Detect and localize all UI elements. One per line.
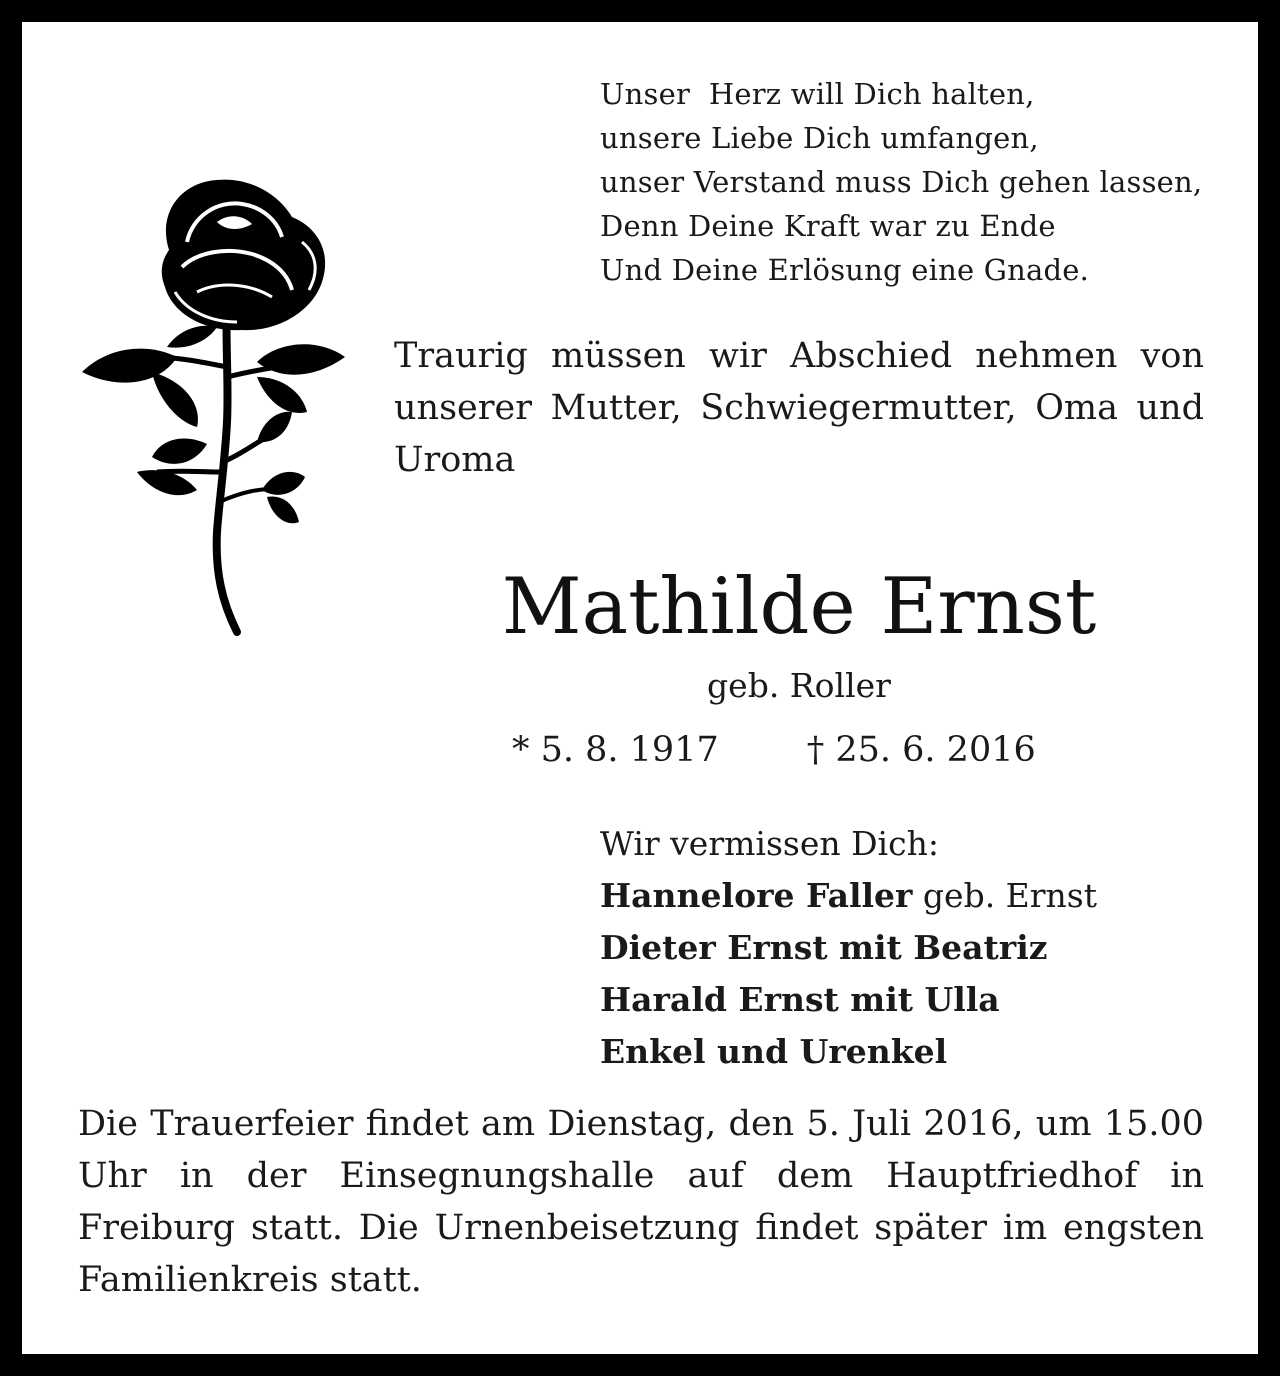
poem (600, 72, 1202, 292)
maiden-name: geb. Roller (707, 666, 891, 705)
mourners-list (600, 818, 1097, 1078)
birth-date: * 5. 8. 1917 (512, 730, 719, 770)
mourner-entry (600, 1026, 1097, 1078)
mourner-entry (600, 922, 1097, 974)
mourner-name: Enkel und Urenkel (600, 1032, 948, 1071)
rose-icon (77, 172, 352, 642)
poem-line: Und Deine Erlösung eine Gnade. (600, 253, 1090, 287)
mourner-entry (600, 974, 1097, 1026)
poem-line: unser Verstand muss Dich gehen lassen, (600, 165, 1203, 199)
obituary-card (22, 22, 1258, 1354)
life-dates (512, 722, 1036, 778)
closing-text: Die Trauerfeier findet am Dienstag, den 5. Juli 2016, um 15.00 Uhr in der Einsegnungshalle auf dem Hauptfriedhof in Freiburg statt. Die Urnenbeisetzung findet später im engsten Familienkreis statt. (78, 1104, 1204, 1300)
mourner-name: Hannelore Faller (600, 876, 913, 915)
deceased-name: Mathilde Ernst (501, 562, 1097, 652)
poem-line: unsere Liebe Dich umfangen, (600, 121, 1039, 155)
poem-line: Denn Deine Kraft war zu Ende (600, 209, 1056, 243)
mourner-note: geb. Ernst (912, 876, 1097, 915)
mourner-entry (600, 870, 1097, 922)
poem-line: Unser Herz will Dich halten, (600, 77, 1035, 111)
mourner-name: Harald Ernst mit Ulla (600, 980, 1000, 1019)
mourners-heading: Wir vermissen Dich: (600, 824, 939, 863)
death-date: † 25. 6. 2016 (806, 730, 1036, 770)
mourner-name: Dieter Ernst mit Beatriz (600, 928, 1048, 967)
intro-text: Traurig müssen wir Abschied nehmen von unserer Mutter, Schwiegermutter, Oma und Uroma (394, 336, 1204, 480)
